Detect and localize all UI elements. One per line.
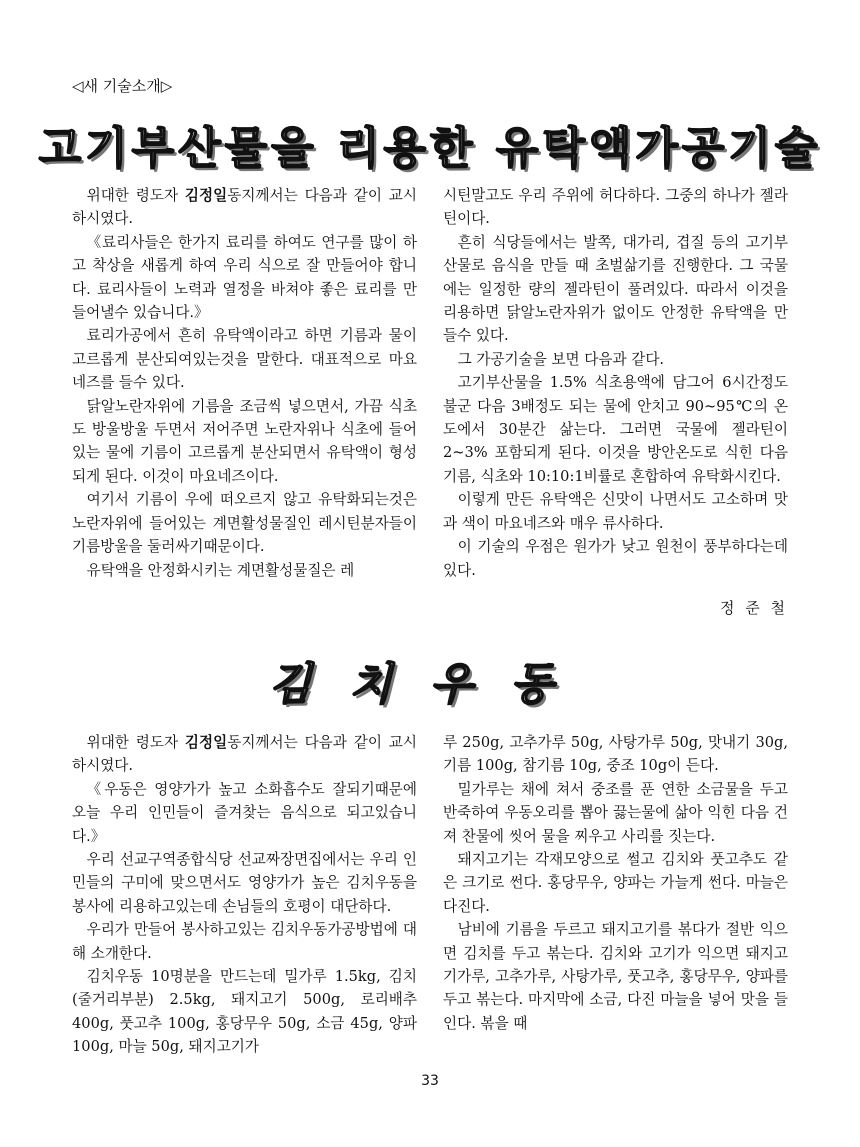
paragraph: 돼지고기는 각재모양으로 썰고 김치와 풋고추도 같은 크기로 썬다. 홍당무우, 양파는 가늘게 썬다. 마늘은 다진다. [443,851,788,915]
leader-name: 김정일 [184,734,228,751]
article-title-emulsion: 고기부산물을 리용한 유탁액가공기술 [38,123,822,174]
author-signature: 정 준 철 [719,599,788,617]
leader-name: 김정일 [184,187,228,204]
paragraph: 여기서 기름이 우에 떠오르지 않고 유탁화되는것은 노란자위에 들어있는 계면활성물질인 레시틴분자들이 기름방울을 둘러싸기때문이다. [72,491,417,556]
paragraph: 위대한 령도자 김정일동지께서는 다음과 같이 교시하시였다. [72,734,417,775]
page-number: 33 [421,1073,439,1089]
paragraph: 남비에 기름을 두르고 돼지고기를 볶다가 절반 익으면 김치를 두고 볶는다. 김치와 고기가 익으면 돼지고기가루, 고추가루, 사탕가루, 풋고추, 홍당무우, 양파를 두고 볶는다. 마지막에 소금, 다진 마늘을 넣어 맛을 들인다. 볶을 때 [443,921,788,1032]
paragraph: 료리가공에서 흔히 유탁액이라고 하면 기름과 물이 고르롭게 분산되여있는것을 말한다. 대표적으로 마요네즈를 들수 있다. [72,327,417,392]
paragraph: 이렇게 만든 유탁액은 신맛이 나면서도 고소하며 맛과 색이 마요네즈와 매우 류사하다. [443,491,788,532]
paragraph: 밀가루는 채에 쳐서 중조를 푼 연한 소금물을 두고 반죽하여 우동오리를 뽑아 끓는물에 삶아 익힌 다음 건져 찬물에 씻어 물을 찌우고 사리를 짓는다. [443,780,788,845]
paragraph: 위대한 령도자 김정일동지께서는 다음과 같이 교시하시였다. [72,187,417,228]
paragraph: 유탁액을 안정화시키는 계면활성물질은 레 [86,561,355,579]
section-label: ◁새 기술소개▷ [72,77,173,95]
article1-column-left [72,184,417,582]
article-title-kimchi-udon: 김치우동 [268,659,591,710]
paragraph: 김치우동 10명분을 만드는데 밀가루 1.5kg, 김치(줄거리부분) 2.5kg, 돼지고기 500g, 로리배추 400g, 풋고추 100g, 홍당무우 50g, 소금 45g, 양파 100g, 마늘 50g, 돼지고기가 [72,968,417,1056]
paragraph: 우리가 만들어 봉사하고있는 김치우동가공방법에 대해 소개한다. [72,921,417,962]
paragraph: 닭알노란자위에 기름을 조금씩 넣으면서, 가끔 식초도 방울방울 두면서 저어주면 노란자위나 식초에 들어있는 물에 기름이 고르롭게 분산되면서 유탁액이 형성되게 된다. 이것이 마요네즈이다. [72,397,417,485]
quote: 《우동은 영양가가 높고 소화흡수도 잘되기때문에 오늘 우리 인민들이 즐겨찾는 음식으로 되고있습니다.》 [72,780,417,845]
article2-column-left [72,731,417,1059]
quote: 《료리사들은 한가지 료리를 하여도 연구를 많이 하고 착상을 새롭게 하여 우리 식으로 잘 만들어야 합니다. 료리사들이 노력과 열정을 바쳐야 좋은 료리를 만들어낼수 있습니다.》 [72,233,417,322]
paragraph: 이 기술의 우점은 원가가 낮고 원천이 풍부하다는데 있다. [443,538,788,579]
paragraph: 루 250g, 고추가루 50g, 사탕가루 50g, 맛내기 30g, 기름 100g, 참기름 10g, 중조 10g이 든다. [443,734,788,775]
paragraph: 고기부산물을 1.5% 식초용액에 담그어 6시간정도 불군 다음 3배정도 되는 물에 안치고 90~95℃의 온도에서 30분간 삶는다. 그러면 국물에 젤라틴이 2~3% 포함되게 된다. 이것을 방안온도로 식힌 다음 기름, 식초와 10:10:1비률로 혼합하여 유탁화시킨다. [443,374,788,485]
paragraph: 우리 선교구역종합식당 선교짜장면집에서는 우리 인민들의 구미에 맞으면서도 영양가가 높은 김치우동을 봉사에 리용하고있는데 손님들의 호평이 대단하다. [72,851,417,915]
paragraph: 그 가공기술을 보면 다음과 같다. [457,350,665,368]
article2-column-right [443,731,788,1035]
paragraph: 흔히 식당들에서는 발쪽, 대가리, 겹질 등의 고기부산물로 음식을 만들 때 초벌삶기를 진행한다. 그 국물에는 일정한 량의 젤라틴이 풀려있다. 따라서 이것을 리용하면 닭알노란자위가 없이도 안정한 유탁액을 만들수 있다. [443,233,788,345]
paragraph: 시틴말고도 우리 주위에 허다하다. 그중의 하나가 젤라틴이다. [443,187,788,228]
article1-column-right [443,184,788,582]
